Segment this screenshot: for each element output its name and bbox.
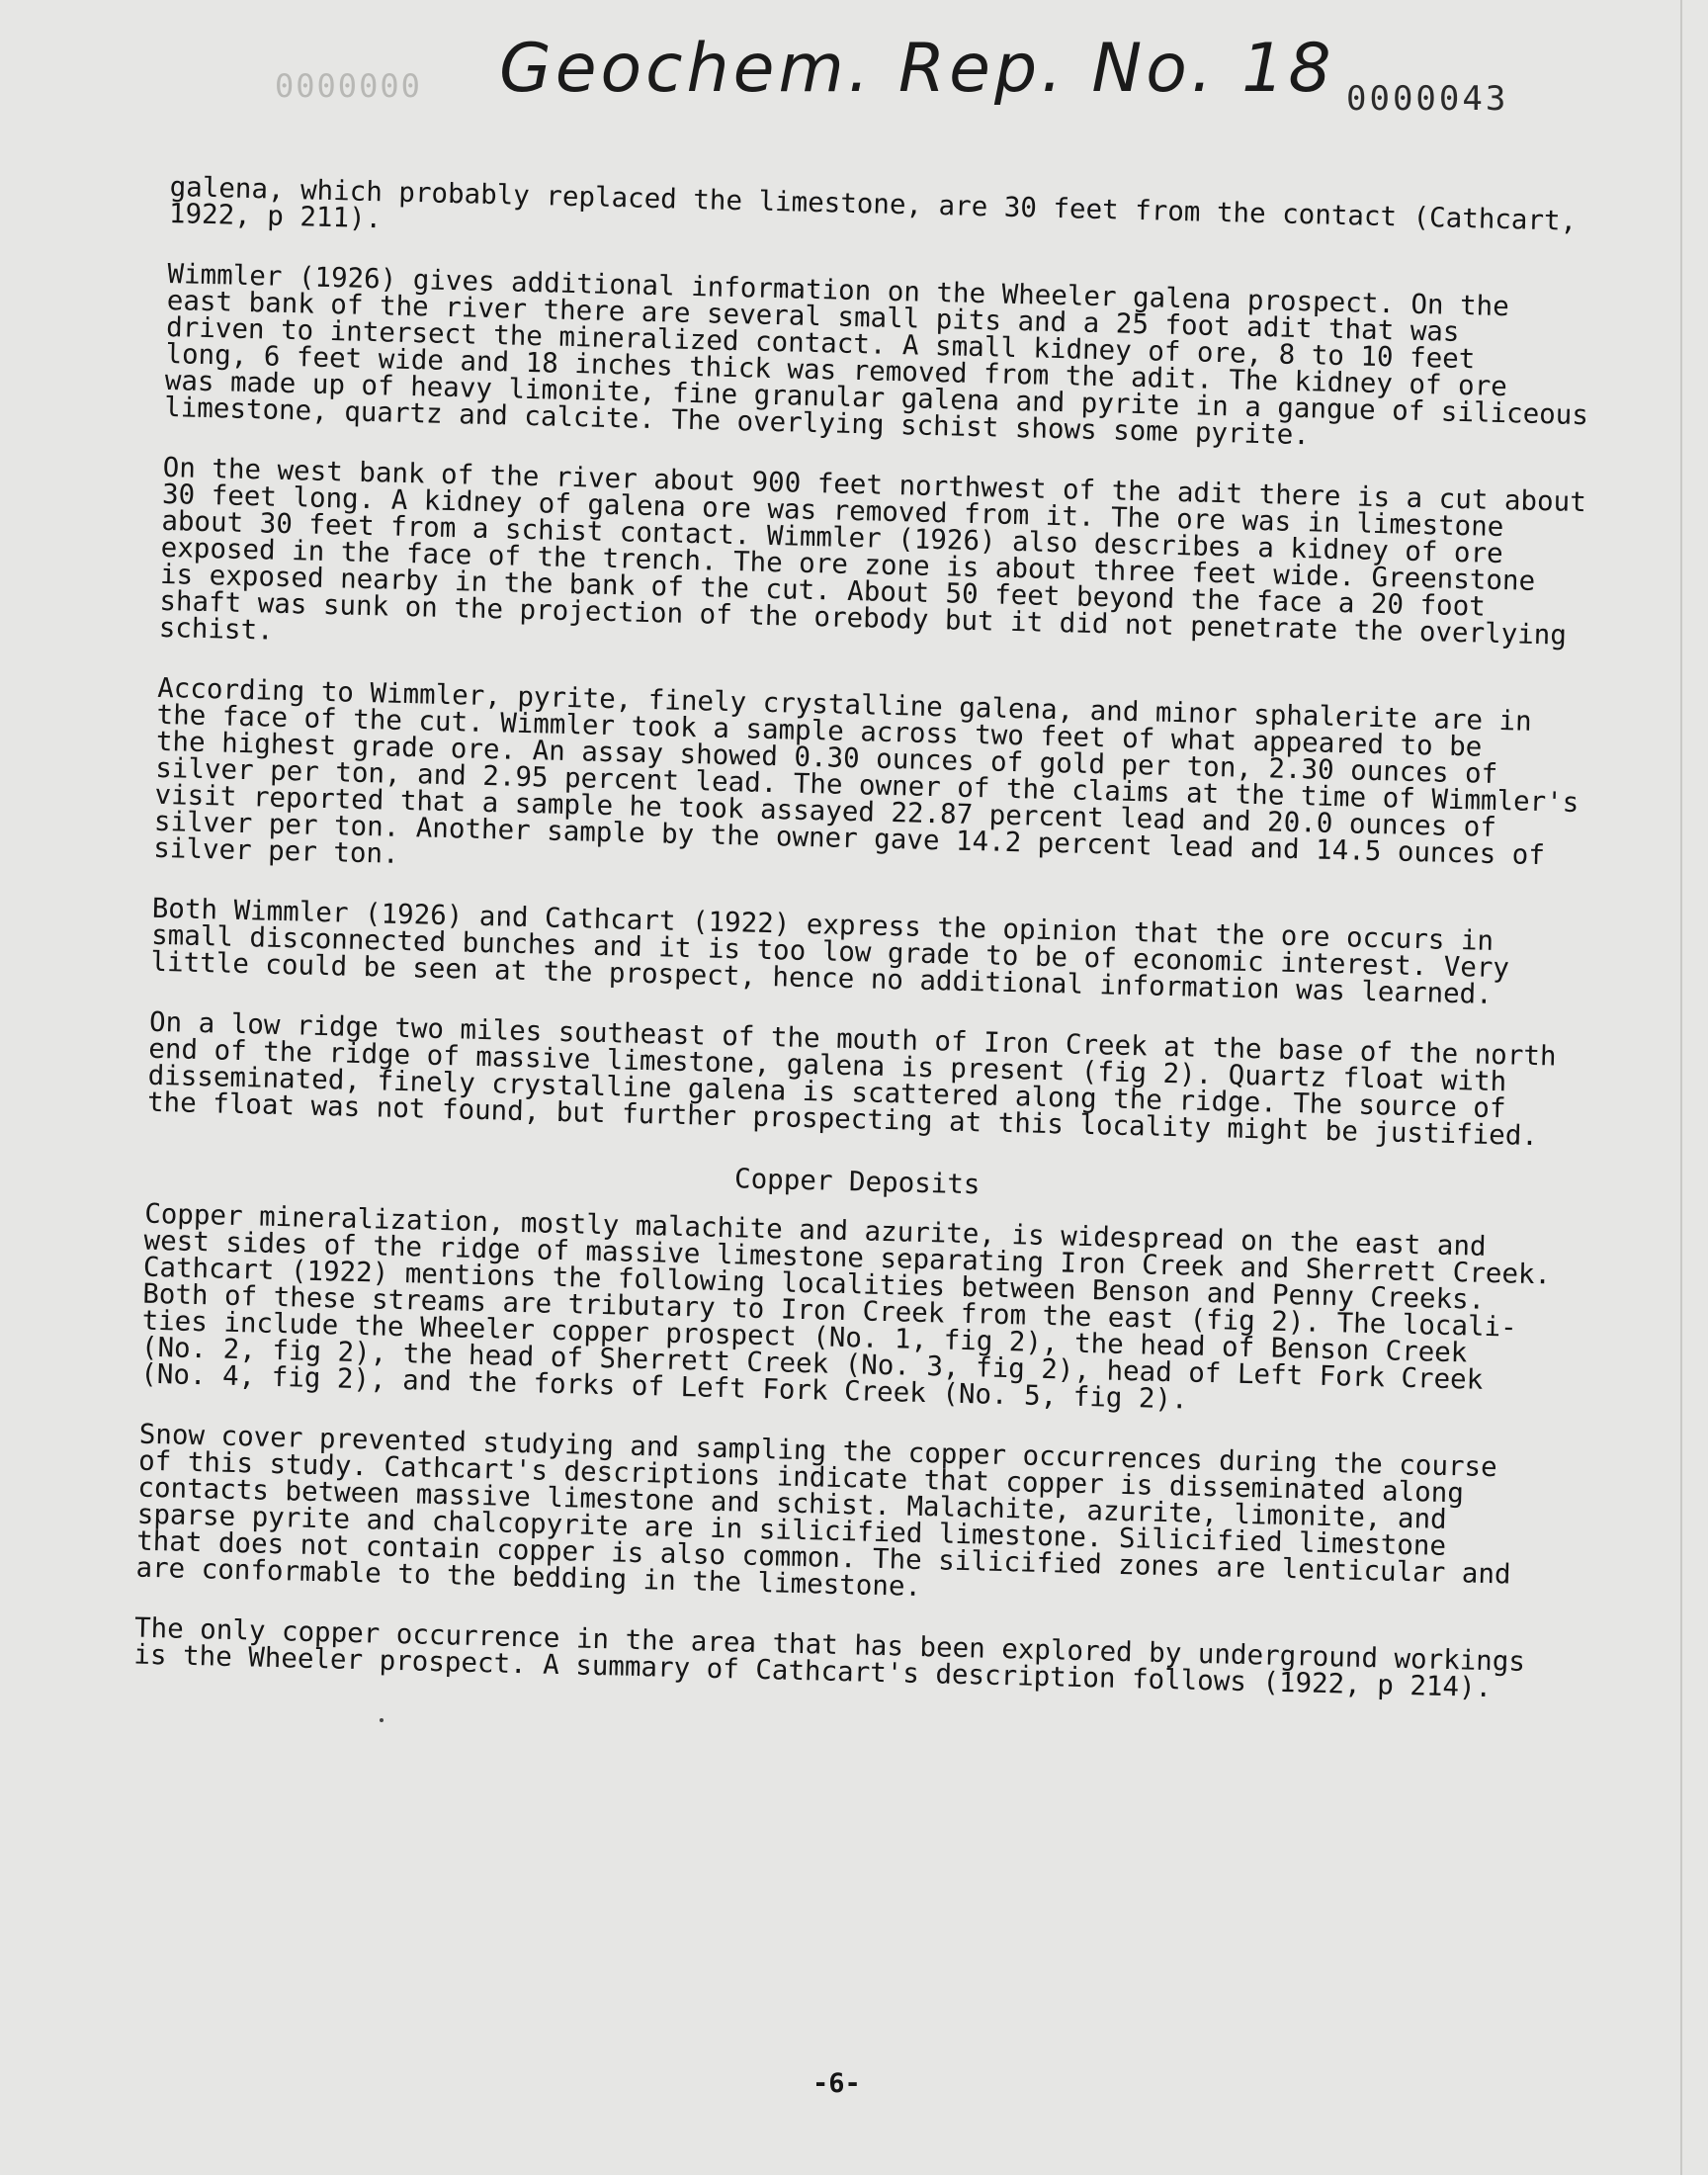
paragraph-wheeler-prospect: Wimmler (1926) gives additional information on the Wheeler galena prospect. On the east bank of the river there are several small pits and a 25 foot adit that was driven to intersect the mineralized contact. A small kidney of ore, 8 to 10 feet long, 6 feet wide and 18 inches thick was removed from the adit. The kidney of ore was made up of heavy limonite, fine granular galena and pyrite in a gangue of siliceous limestone, quartz and calcite. The overlying schist shows some pyrite. bbox=[163, 257, 1589, 452]
paragraph-opinion: Both Wimmler (1926) and Cathcart (1922) express the opinion that the ore occurs in small disconnected bunches and it is too low grade to be of economic interest. Very little could be seen at the prospect, hence no additional information was learned. bbox=[150, 892, 1510, 1010]
paragraph-low-ridge: On a low ridge two miles southeast of the mouth of Iron Creek at the base of the north end of the ridge of massive limestone, galena is present (fig 2). Quartz float with disseminated, finely crystalline galena is scattered along the ridge. The source of the float was not found, but further prospecting at this locality might be justified. bbox=[146, 1005, 1557, 1153]
paragraph-assay-results: According to Wimmler, pyrite, finely crystalline galena, and minor sphalerite are in the face of the cut. Wimmler took a sample across two feet of what appeared to be the highest grade ore. An assay showed 0.30 ounces of gold per ton, 2.30 ounces of silver per ton, and 2.95 percent lead. The owner of the claims at the time of Wimmler's visit reported that a sample he took assayed 22.87 percent lead and 20.0 ounces of silver per ton. Another sample by the owner gave 14.2 percent lead and 14.5 ounces of silver per ton. bbox=[152, 671, 1580, 872]
handwritten-report-title: Geochem. Rep. No. 18 bbox=[499, 30, 1335, 108]
paragraph-galena-continuation: galena, which probably replaced the limestone, are 30 feet from the contact (Cathcart, 1922, p 211). bbox=[168, 171, 1578, 237]
paragraph-copper-mineralization: Copper mineralization, mostly malachite and azurite, is widespread on the east and west sides of the ridge of massive limestone separating Iron Creek and Sherrett Creek. Cathcart (1922) mentions the following localities between Benson and Penny Creeks. Both of these streams are tributary to Iron Creek from the east (fig 2). The locali- ties include the Wheeler copper prospect (No. 1, fig 2), the head of Benson Creek (No. 2, fig 2), the head of Sherrett Creek (No. 3, fig 2), head of Left Fork Creek (No. 4, fig 2), and the forks of Left Fork Creek (No. 5, fig 2). bbox=[139, 1197, 1552, 1416]
paragraph-west-bank-cut: On the west bank of the river about 900 feet northwest of the adit there is a cut about 30 feet long. A kidney of galena ore was removed from it. The ore was in limestone about 30 feet from a schist contact. Wimmler (1926) also describes a kidney of ore exposed in the face of the trench. The ore zone is about three feet wide. Greenstone is exposed nearby in the bank of the cut. About 50 feet beyond the face a 20 foot shaft was sunk on the projection of the orebody but it did not penetrate the overlying schist. bbox=[158, 451, 1587, 652]
scan-speck bbox=[380, 1718, 384, 1722]
page-number: -6- bbox=[812, 2068, 861, 2099]
paragraph-wheeler-copper: The only copper occurrence in the area that has been explored by underground workings is the Wheeler prospect. A summary of Cathcart's description follows (1922, p 214). bbox=[133, 1611, 1526, 1704]
document-body bbox=[132, 171, 1662, 1738]
document-stamp-left: 0000000 bbox=[275, 67, 422, 105]
page-edge bbox=[1680, 0, 1682, 2175]
page-header bbox=[0, 20, 1708, 129]
section-heading-copper-deposits: Copper Deposits bbox=[733, 1163, 981, 1201]
paragraph-snow-cover: Snow cover prevented studying and sampling the copper occurrences during the course of this study. Cathcart's descriptions indicate that copper is disseminated along contacts between massive limestone and schist. Malachite, azurite, limonite, and sparse pyrite and chalcopyrite are in silicified limestone. Silicified limestone that does not contain copper is also common. The silicified zones are lenticular and are conformable to the bedding in the limestone. bbox=[135, 1418, 1511, 1603]
document-stamp-number: 0000043 bbox=[1346, 79, 1509, 119]
